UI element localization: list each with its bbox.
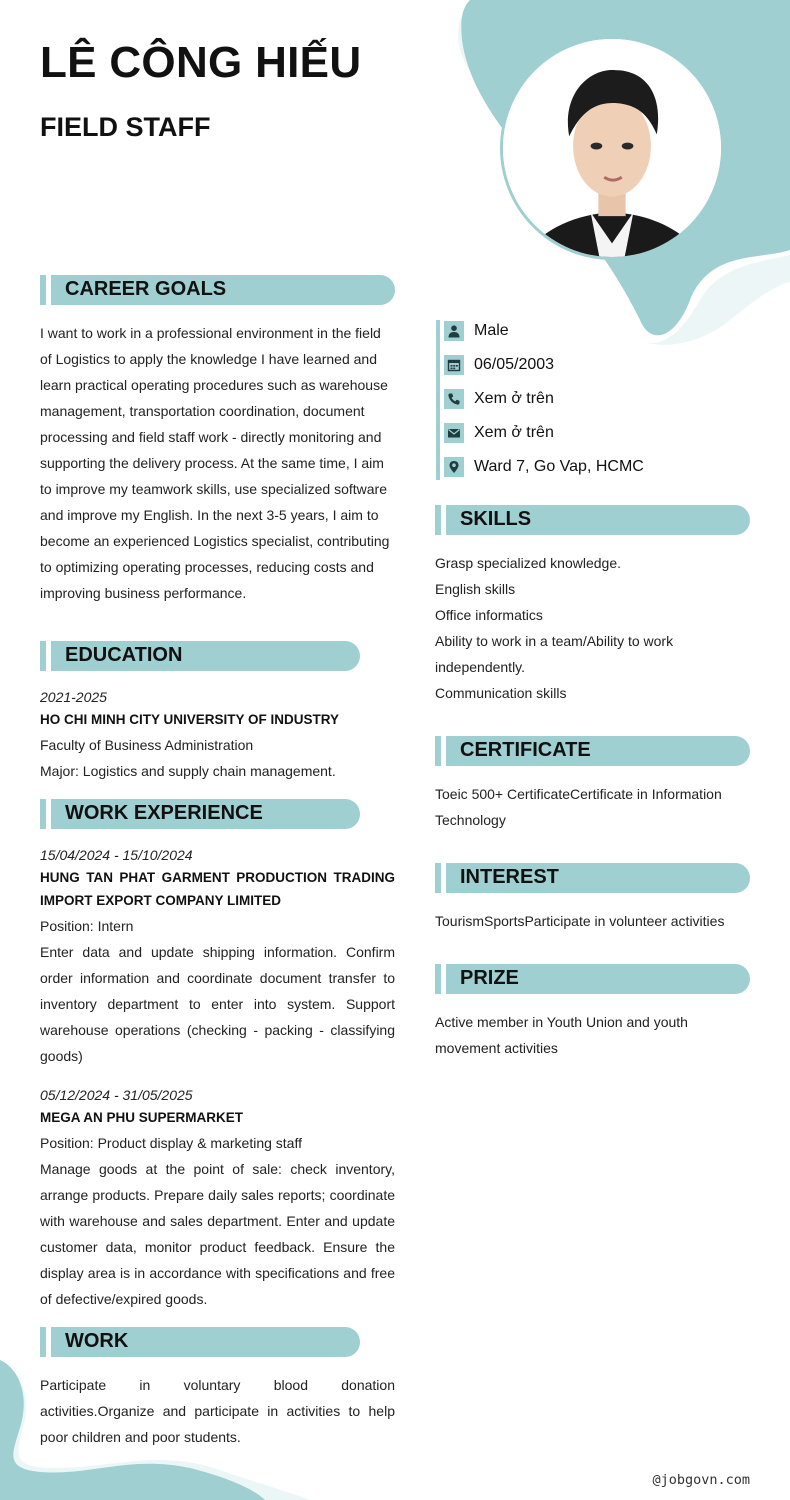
certificate-text: Toeic 500+ CertificateCertificate in Information Technology <box>435 786 722 828</box>
faculty: Faculty of Business Administration <box>40 737 254 753</box>
contact-birthday <box>444 354 554 376</box>
major: Major: Logistics and supply chain management. <box>40 763 336 779</box>
section-title: WORK <box>65 1330 129 1352</box>
section-title: PRIZE <box>460 967 519 989</box>
job-description: Enter data and update shipping information. Confirm order information and coordinate document transfer to inventory department to enter into system. Support warehouse operations (checking - packing - classifying goods) <box>40 944 395 1064</box>
work-text: Participate in voluntary blood donation activities.Organize and participate in activities to help poor children and poor students. <box>40 1377 395 1445</box>
profile-photo-illustration <box>503 39 721 257</box>
address-value: Ward 7, Go Vap, HCMC <box>474 458 644 475</box>
contact-gender <box>444 320 509 342</box>
skill-item: English skills <box>435 581 516 597</box>
school-name: HO CHI MINH CITY UNIVERSITY OF INDUSTRY <box>40 712 340 727</box>
section-interest <box>435 863 750 893</box>
contact-address <box>444 456 644 478</box>
email-value[interactable]: Xem ở trên <box>474 424 554 441</box>
section-education <box>40 641 360 671</box>
career-goals-text: I want to work in a professional environment in the field of Logistics to apply the knowledge I have learned and learn practical operating procedures such as warehouse management, transportation coordination, document processing and field staff work - directly monitoring and supporting the delivery process. At the same time, I aim to improve my teamwork skills, use specialized software and improve my English. In the next 3-5 years, I aim to become an experienced Logistics specialist, contributing to optimizing operating processes, reducing costs and improving business performance. <box>40 325 390 601</box>
section-career-goals <box>40 275 395 305</box>
prize-text: Active member in Youth Union and youth movement activities <box>435 1014 688 1056</box>
calendar-icon <box>444 355 464 375</box>
section-title: CAREER GOALS <box>65 278 227 300</box>
job-title: FIELD STAFF <box>40 112 211 142</box>
job-date: 15/04/2024 - 15/10/2024 <box>40 847 193 863</box>
job-position: Position: Intern <box>40 918 134 934</box>
company-name: MEGA AN PHU SUPERMARKET <box>40 1110 244 1125</box>
contact-email <box>444 422 554 444</box>
section-work-experience <box>40 799 360 829</box>
location-pin-icon <box>444 457 464 477</box>
job-position: Position: Product display & marketing staff <box>40 1135 302 1151</box>
section-title: INTEREST <box>460 866 559 888</box>
section-title: SKILLS <box>460 508 532 530</box>
contact-phone <box>444 388 554 410</box>
birthday-value: 06/05/2003 <box>474 356 555 373</box>
contact-divider <box>436 320 440 480</box>
candidate-name: LÊ CÔNG HIẾU <box>40 38 362 87</box>
skill-item: Communication skills <box>435 685 567 701</box>
section-work <box>40 1327 360 1357</box>
job-description: Manage goods at the point of sale: check inventory, arrange products. Prepare daily sales reports; coordinate with warehouse and sales department. Enter and update customer data, monitor product feedback. Ensure the display area is in accordance with specifications and free of defective/expired goods. <box>40 1161 395 1307</box>
person-icon <box>444 321 464 341</box>
section-skills <box>435 505 750 535</box>
job-date: 05/12/2024 - 31/05/2025 <box>40 1087 193 1103</box>
education-date: 2021-2025 <box>40 689 107 705</box>
section-title: EDUCATION <box>65 644 183 666</box>
company-name: HUNG TAN PHAT GARMENT PRODUCTION TRADING IMPORT EXPORT COMPANY LIMITED <box>40 870 395 908</box>
section-title: CERTIFICATE <box>460 739 591 761</box>
skill-item: Office informatics <box>435 607 543 623</box>
section-prize <box>435 964 750 994</box>
section-title: WORK EXPERIENCE <box>65 802 263 824</box>
profile-photo <box>500 36 724 260</box>
phone-value[interactable]: Xem ở trên <box>474 390 554 407</box>
section-certificate <box>435 736 750 766</box>
skills-list <box>435 550 750 706</box>
interest-text: TourismSportsParticipate in volunteer activities <box>435 913 725 929</box>
skill-item: Ability to work in a team/Ability to work independently. <box>435 633 674 675</box>
mail-icon <box>444 423 464 443</box>
phone-icon <box>444 389 464 409</box>
gender-value: Male <box>474 322 509 339</box>
skill-item: Grasp specialized knowledge. <box>435 555 621 571</box>
watermark: @jobgovn.com <box>652 1472 750 1488</box>
